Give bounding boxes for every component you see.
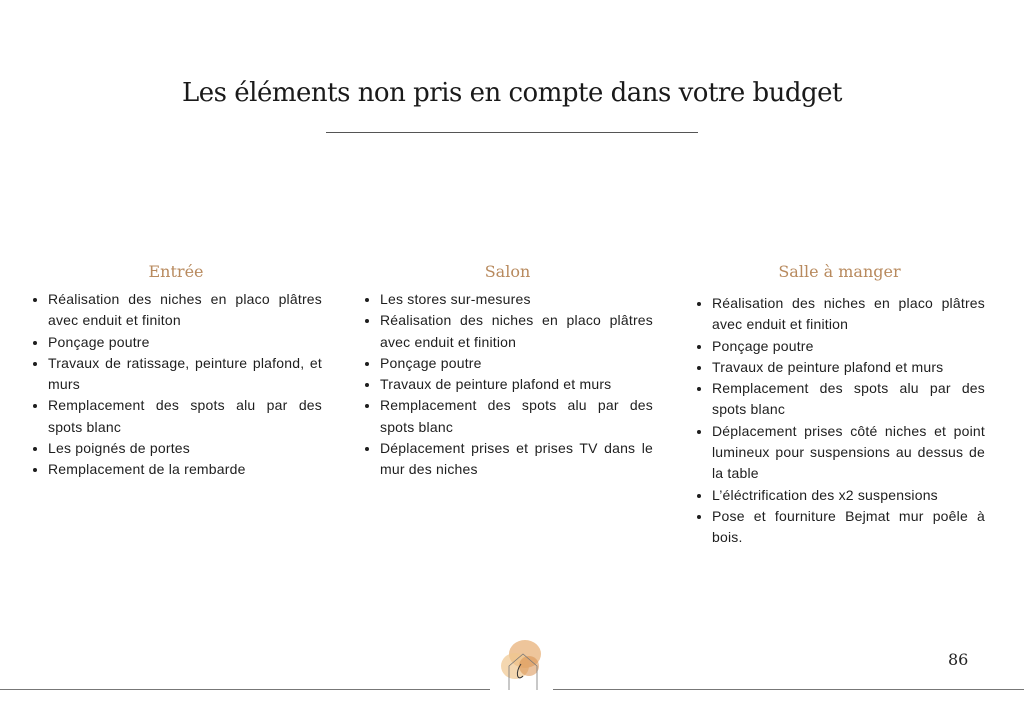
list-item: • Déplacement prises et prises TV dans le mur des niches xyxy=(380,438,653,481)
title-divider xyxy=(326,132,698,133)
list-item: • Remplacement des spots alu par des spots blanc xyxy=(712,378,985,421)
column-entree xyxy=(30,262,322,481)
list-item: • Déplacement prises côté niches et point lumineux pour suspensions au dessus de la table xyxy=(712,421,985,485)
footer-divider-left xyxy=(0,689,490,690)
page-number: 86 xyxy=(948,650,969,669)
list-item: • L’éléctrification des x2 suspensions xyxy=(712,485,985,506)
list-item: • Pose et fourniture Bejmat mur poêle à bois. xyxy=(712,506,985,549)
list-item: • Travaux de ratissage, peinture plafond, et murs xyxy=(48,353,322,396)
list-item: • Remplacement des spots alu par des spots blanc xyxy=(380,395,653,438)
list-item: • Réalisation des niches en placo plâtres avec enduit et finition xyxy=(712,293,985,336)
footer-divider-right xyxy=(553,689,1024,690)
list-item: • Ponçage poutre xyxy=(48,332,322,353)
list-item: • Remplacement de la rembarde xyxy=(48,459,322,480)
list-item: • Les poignés de portes xyxy=(48,438,322,459)
item-list xyxy=(30,289,322,481)
column-heading: Entrée xyxy=(148,262,204,281)
list-item: • Réalisation des niches en placo plâtres avec enduit et finiton xyxy=(48,289,322,332)
column-salon xyxy=(362,262,653,481)
column-salle-a-manger xyxy=(694,262,985,549)
list-item: • Ponçage poutre xyxy=(380,353,653,374)
column-heading: Salon xyxy=(484,262,531,281)
brand-logo xyxy=(497,636,547,694)
item-list xyxy=(362,289,653,481)
list-item: • Réalisation des niches en placo plâtres avec enduit et finition xyxy=(380,310,653,353)
list-item: • Travaux de peinture plafond et murs xyxy=(712,357,985,378)
item-list xyxy=(694,293,985,549)
list-item: • Ponçage poutre xyxy=(712,336,985,357)
page-title: Les éléments non pris en compte dans votre budget xyxy=(182,78,842,108)
list-item: • Les stores sur-mesures xyxy=(380,289,653,310)
column-heading: Salle à manger xyxy=(778,262,901,281)
list-item: • Travaux de peinture plafond et murs xyxy=(380,374,653,395)
list-item: • Remplacement des spots alu par des spots blanc xyxy=(48,395,322,438)
